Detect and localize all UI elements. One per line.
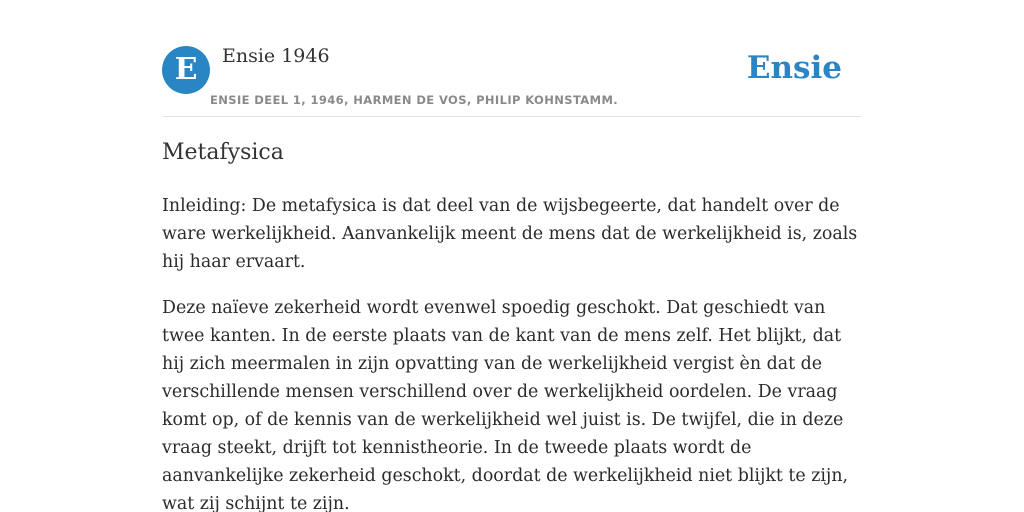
source-header xyxy=(162,40,862,117)
article-body xyxy=(162,192,862,512)
article-title: Metafysica xyxy=(162,140,284,165)
source-meta: ENSIE DEEL 1, 1946, HARMEN DE VOS, PHILIP KOHNSTAMM. xyxy=(210,93,619,107)
ensie-logo-icon[interactable]: E xyxy=(162,46,210,94)
article-paragraph: Inleiding: De metafysica is dat deel van de wijsbegeerte, dat handelt over de ware werkelijkheid. Aanvankelijk meent de mens dat de werkelijkheid is, zoals hij haar ervaart. xyxy=(162,196,858,272)
brand-logo[interactable]: Ensie xyxy=(746,50,842,86)
source-title[interactable]: Ensie 1946 xyxy=(222,45,330,67)
article-paragraph: Deze naïeve zekerheid wordt evenwel spoedig geschokt. Dat geschiedt van twee kanten. In de eerste plaats van de kant van de mens zelf. Het blijkt, dat hij zich meermalen in zijn opvatting van de werkelijkheid vergist èn dat de verschillende mensen verschillend over de werkelijkheid oordelen. De vraag komt op, of de kennis van de werkelijkheid wel juist is. De twijfel, die in deze vraag steekt, drijft tot kennistheorie. In de tweede plaats wordt de aanvankelijke zekerheid geschokt, doordat de werkelijkheid niet blijkt te zijn, wat zij schijnt te zijn. xyxy=(162,298,849,512)
